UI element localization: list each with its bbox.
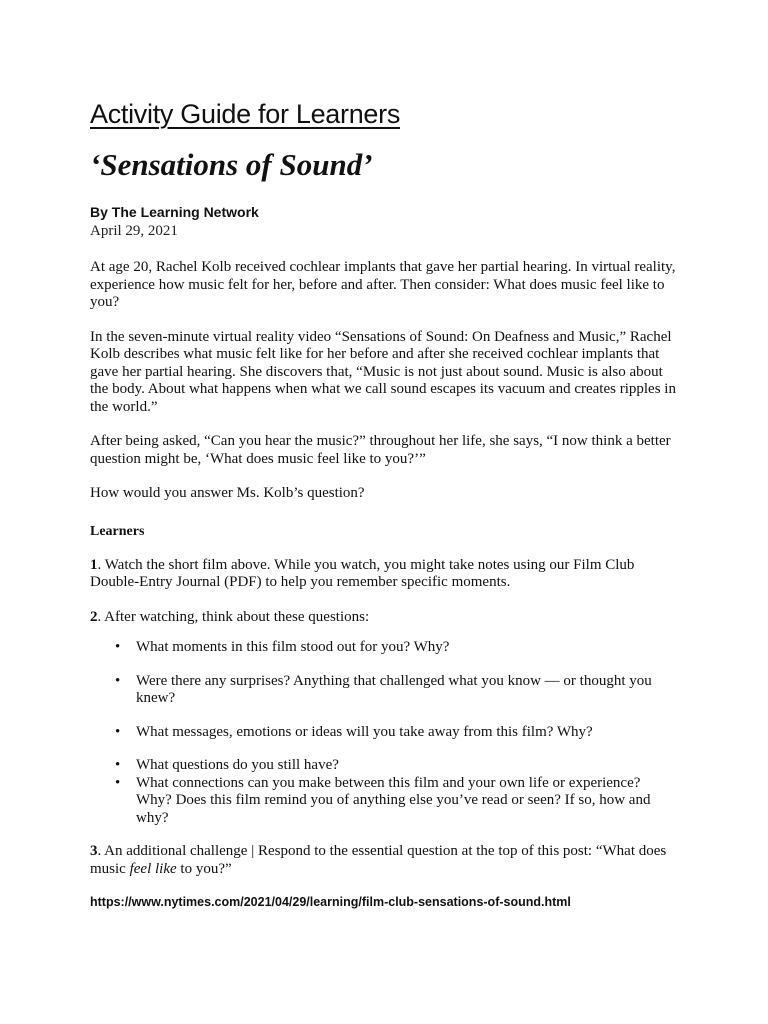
step-3 <box>90 843 680 878</box>
list-item-text: What questions do you still have? <box>136 757 339 773</box>
source-url: https://www.nytimes.com/2021/04/29/learning/film-club-sensations-of-sound.html <box>90 895 571 909</box>
step-text-end: to you?” <box>176 860 232 877</box>
bullet-icon: • <box>115 774 121 791</box>
publish-date: April 29, 2021 <box>90 223 178 239</box>
byline: By The Learning Network <box>90 204 259 220</box>
bullet-icon: • <box>115 672 121 689</box>
list-item <box>115 639 676 657</box>
step-1 <box>90 557 680 592</box>
quote-paragraph: After being asked, “Can you hear the music?” throughout her life, she says, “I now think a better question might be, ‘What does music feel like to you?’” <box>90 433 671 467</box>
article-title: ‘Sensations of Sound’ <box>90 147 373 182</box>
step-2 <box>90 609 680 627</box>
list-item-text: Were there any surprises? Anything that challenged what you know — or thought you knew? <box>136 672 652 706</box>
step-number: 2 <box>90 608 98 625</box>
step-number: 3 <box>90 843 98 859</box>
document-page <box>90 96 680 910</box>
intro-paragraph: At age 20, Rachel Kolb received cochlear implants that gave her partial hearing. In virtual reality, experience how music felt for her, before and after. Then consider: What does music feel like to you? <box>90 259 676 310</box>
list-item <box>115 774 676 828</box>
list-item <box>115 672 676 708</box>
bullet-icon: • <box>115 723 121 740</box>
bullet-icon: • <box>115 639 121 655</box>
step-text: . Watch the short film above. While you watch, you might take notes using our Film Club Double-Entry Journal (PDF) to help you remember specific moments. <box>90 556 635 590</box>
list-item <box>115 757 676 775</box>
step-text: . An additional challenge | Respond to the essential question at the top of this post: “What does music <box>90 843 667 877</box>
document-heading: Activity Guide for Learners <box>90 99 401 129</box>
list-item-text: What moments in this film stood out for you? Why? <box>136 639 450 655</box>
bullet-icon: • <box>115 757 121 773</box>
section-label-learners: Learners <box>90 523 145 539</box>
list-item-text: What connections can you make between this film and your own life or experience? Why? Does this film remind you of anything else you’ve read or seen? If so, how and why? <box>136 774 651 826</box>
list-item-text: What messages, emotions or ideas will you take away from this film? Why? <box>136 723 593 740</box>
questions-list <box>90 639 676 827</box>
step-number: 1 <box>90 556 98 573</box>
step-text: . After watching, think about these questions: <box>97 608 370 625</box>
step-emphasis: feel like <box>129 860 177 877</box>
question-paragraph: How would you answer Ms. Kolb’s question? <box>90 485 365 501</box>
list-item <box>115 723 676 742</box>
description-paragraph: In the seven-minute virtual reality video “Sensations of Sound: On Deafness and Music,” Rachel Kolb describes what music felt like for her before and after she received cochlear implants that gave her partial hearing. She discovers that, “Music is not just about sound. Music is also about the body. About what happens when what we call sound escapes its vacuum and creates ripples in the world.” <box>90 328 676 415</box>
